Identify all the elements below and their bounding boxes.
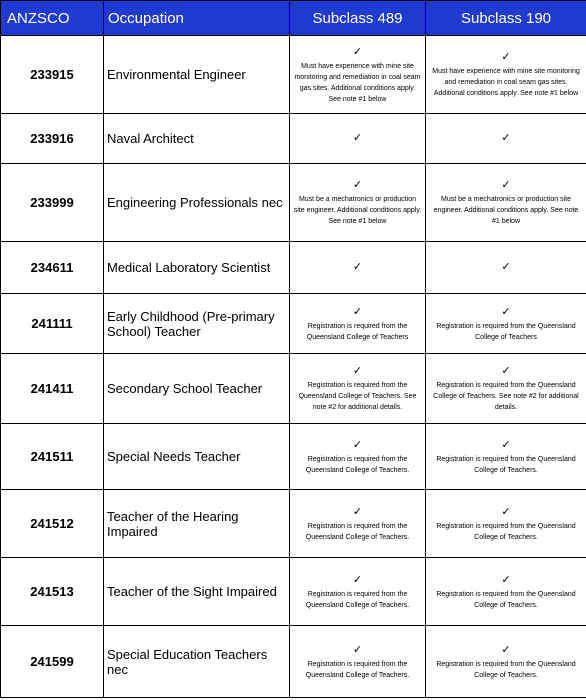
check-icon: ✓ xyxy=(352,260,363,273)
condition-note: Registration is required from the Queensland College of Teachers. xyxy=(305,660,410,679)
anzsco-code: 241599 xyxy=(1,626,104,698)
check-icon: ✓ xyxy=(501,643,511,656)
condition-note: Registration is required from the Queensland College of Teachers. See note #2 for additional details. xyxy=(298,382,417,411)
check-icon: ✓ xyxy=(501,365,511,377)
table-row xyxy=(1,294,586,354)
table-row xyxy=(1,626,586,698)
occupation-name: Special Education Teachers nec xyxy=(104,626,290,698)
anzsco-code: 241111 xyxy=(1,294,104,354)
occupation-name: Teacher of the Sight Impaired xyxy=(104,558,290,626)
condition-note: Registration is required from the Queensland College of Teachers. xyxy=(305,522,410,541)
occupation-name: Secondary School Teacher xyxy=(104,354,290,424)
condition-note: Registration is required from the Queensland College of Teachers. xyxy=(436,590,576,609)
subclass-190-cell xyxy=(426,626,586,698)
subclass-190-cell xyxy=(426,354,586,424)
check-icon: ✓ xyxy=(352,438,363,451)
table-row xyxy=(1,36,586,114)
subclass-190-cell xyxy=(426,114,586,164)
anzsco-code: 241511 xyxy=(1,424,104,490)
subclass-489-cell xyxy=(290,424,426,490)
condition-note: Registration is required from the Queensland College of Teachers xyxy=(436,322,576,341)
header-occupation: Occupation xyxy=(104,1,290,36)
check-icon: ✓ xyxy=(352,573,363,586)
occupation-name: Engineering Professionals nec xyxy=(104,164,290,242)
subclass-489-cell xyxy=(290,114,426,164)
subclass-190-cell xyxy=(426,164,586,242)
header-subclass-190: Subclass 190 xyxy=(426,1,586,36)
check-icon: ✓ xyxy=(501,260,511,273)
table-row xyxy=(1,424,586,490)
check-icon: ✓ xyxy=(352,45,363,58)
subclass-489-cell xyxy=(290,164,426,242)
condition-note: Registration is required from the Queensland College of Teachers. xyxy=(436,660,576,679)
check-icon: ✓ xyxy=(501,573,511,586)
subclass-489-cell xyxy=(290,242,426,294)
occupation-name: Environmental Engineer xyxy=(104,36,290,114)
subclass-190-cell xyxy=(426,424,586,490)
anzsco-code: 233999 xyxy=(1,164,104,242)
table-row xyxy=(1,558,586,626)
anzsco-code: 233916 xyxy=(1,114,104,164)
condition-note: Must be a mechatronics or production site engineer. Additional conditions apply. See note #1 below xyxy=(293,196,422,225)
occupation-name: Teacher of the Hearing Impaired xyxy=(104,490,290,558)
subclass-190-cell xyxy=(426,558,586,626)
occupation-name: Naval Architect xyxy=(104,114,290,164)
anzsco-code: 233915 xyxy=(1,36,104,114)
condition-note: Must have experience with mine site monitoring and remediation in coal seam gas sites. Additional conditions apply. See note #1 below xyxy=(432,68,580,97)
anzsco-code: 241512 xyxy=(1,490,104,558)
subclass-190-cell xyxy=(426,242,586,294)
condition-note: Must have experience with mine site monitoring and remediation in coal seam gas sites. Additional conditions apply. See note #1 below xyxy=(294,62,421,103)
occupation-name: Special Needs Teacher xyxy=(104,424,290,490)
subclass-489-cell xyxy=(290,354,426,424)
table-row xyxy=(1,164,586,242)
subclass-190-cell xyxy=(426,490,586,558)
anzsco-code: 241411 xyxy=(1,354,104,424)
check-icon: ✓ xyxy=(501,505,511,518)
subclass-489-cell xyxy=(290,490,426,558)
condition-note: Registration is required from the Queensland College of Teachers. xyxy=(436,455,576,474)
check-icon: ✓ xyxy=(352,365,363,377)
table-row xyxy=(1,114,586,164)
condition-note: Registration is required from the Queensland College of Teachers xyxy=(306,322,409,341)
table-row xyxy=(1,490,586,558)
occupation-name: Medical Laboratory Scientist xyxy=(104,242,290,294)
check-icon: ✓ xyxy=(501,438,511,451)
subclass-489-cell xyxy=(290,558,426,626)
condition-note: Registration is required from the Queensland College of Teachers. xyxy=(305,455,410,474)
check-icon: ✓ xyxy=(352,505,363,518)
condition-note: Registration is required from the Queensland College of Teachers. xyxy=(305,590,410,609)
anzsco-code: 241513 xyxy=(1,558,104,626)
subclass-190-cell xyxy=(426,36,586,114)
check-icon: ✓ xyxy=(352,179,363,191)
subclass-489-cell xyxy=(290,626,426,698)
table-row xyxy=(1,242,586,294)
check-icon: ✓ xyxy=(501,131,511,144)
check-icon: ✓ xyxy=(501,51,511,63)
subclass-190-cell xyxy=(426,294,586,354)
subclass-489-cell xyxy=(290,294,426,354)
subclass-489-cell xyxy=(290,36,426,114)
table-row xyxy=(1,354,586,424)
header-row xyxy=(1,1,586,36)
header-anzsco: ANZSCO xyxy=(1,1,104,36)
header-subclass-489: Subclass 489 xyxy=(290,1,426,36)
occupation-name: Early Childhood (Pre-primary School) Teacher xyxy=(104,294,290,354)
check-icon: ✓ xyxy=(352,643,363,656)
check-icon: ✓ xyxy=(501,305,511,318)
check-icon: ✓ xyxy=(501,179,511,191)
condition-note: Registration is required from the Queensland College of Teachers. xyxy=(436,522,576,541)
check-icon: ✓ xyxy=(352,305,363,318)
condition-note: Must be a mechatronics or production site engineer. Additional conditions apply. See note #1 below xyxy=(433,196,579,225)
check-icon: ✓ xyxy=(352,131,363,144)
anzsco-code: 234611 xyxy=(1,242,104,294)
condition-note: Registration is required from the Queensland College of Teachers. See note #2 for additional details. xyxy=(433,382,579,411)
